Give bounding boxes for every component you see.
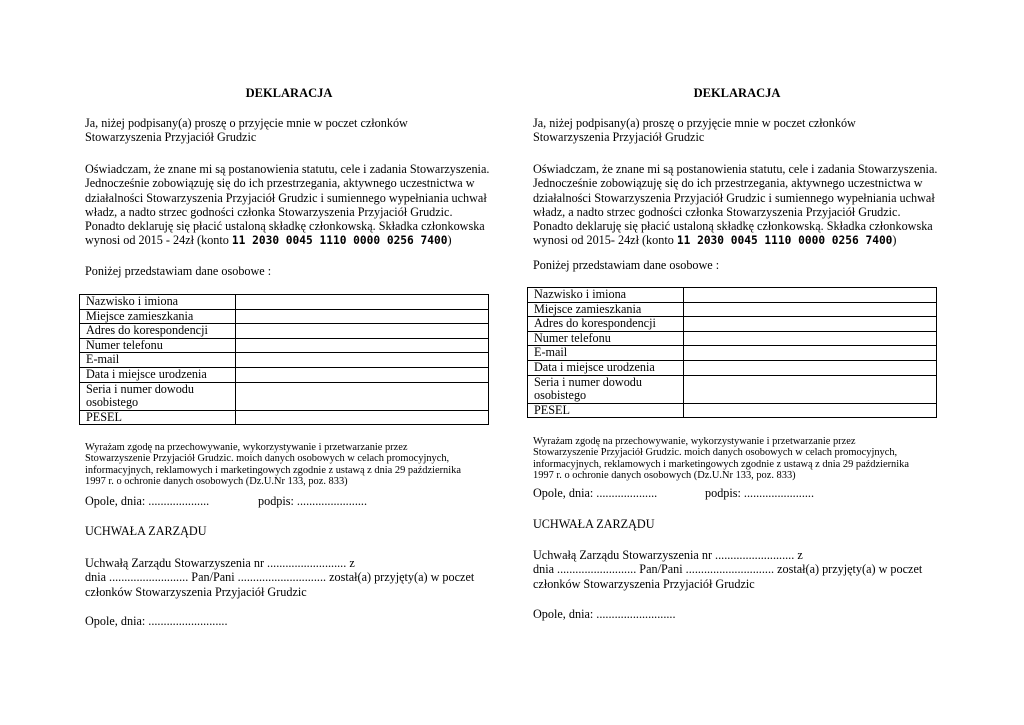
field-label: Data i miejsce urodzenia — [528, 360, 684, 375]
field-label: Numer telefonu — [528, 331, 684, 346]
page-title: DEKLARACJA — [245, 86, 333, 100]
field-value-cell[interactable] — [236, 309, 489, 324]
consent-line: Stowarzyszenie Przyjaciół Grudzic. moich danych osobowych w celach promocyjnych, — [85, 453, 450, 465]
statement-line: Oświadczam, że znane mi są postanowienia statutu, cele i zadania Stowarzyszenia. — [85, 162, 490, 176]
table-row — [528, 302, 937, 317]
fee-suffix: ) — [892, 233, 897, 248]
field-value-cell[interactable] — [236, 295, 489, 310]
field-value-cell[interactable] — [684, 288, 937, 303]
field-label: Adres do korespondencji — [80, 324, 236, 339]
table-row — [80, 309, 489, 324]
field-label: PESEL — [528, 403, 684, 418]
table-row — [80, 353, 489, 368]
personal-data-table — [527, 287, 937, 418]
field-value-cell[interactable] — [684, 346, 937, 361]
field-label-line: Seria i numer dowodu — [534, 374, 642, 389]
field-label: Numer telefonu — [80, 338, 236, 353]
personal-data-intro: Poniżej przedstawiam dane osobowe : — [533, 258, 720, 272]
statement-line: Jednocześnie zobowiązuję się do ich przestrzegania, aktywnego uczestnictwa w — [85, 176, 475, 191]
field-label: Nazwisko i imiona — [80, 295, 236, 310]
consent-line: 1997 r. o ochronie danych osobowych (Dz.U.Nr 133, poz. 833) — [533, 470, 796, 482]
consent-paragraph — [85, 442, 461, 488]
resolution-line: dnia .......................... Pan/Pani ............................. został(a) przyjęty(a) w poczet — [85, 570, 475, 585]
board-resolution-title: UCHWAŁA ZARZĄDU — [533, 517, 655, 531]
statement-line: władz, a nadto strzec godności członka Stowarzyszenia Przyjaciół Grudzic. — [85, 204, 453, 219]
fee-prefix: wynosi od 2015- 24zł (konto — [533, 233, 677, 248]
final-place-date-line: Opole, dnia: .......................... — [533, 607, 676, 621]
resolution-line: członków Stowarzyszenia Przyjaciół Grudzic — [85, 584, 307, 599]
consent-line: Wyrażam zgodę na przechowywanie, wykorzystywanie i przetwarzanie przez — [85, 442, 408, 453]
field-value-cell[interactable] — [684, 375, 937, 403]
signature-line: podpis: ....................... — [705, 486, 815, 500]
place-date-line: Opole, dnia: .................... — [533, 486, 658, 500]
statement-line: Oświadczam, że znane mi są postanowienia statutu, cele i zadania Stowarzyszenia. — [533, 162, 938, 176]
intro-line: Stowarzyszenia Przyjaciół Grudzic — [85, 130, 257, 145]
table-row — [80, 367, 489, 382]
field-label-id — [528, 375, 684, 403]
consent-line: informacyjnych, reklamowych i marketingowych zgodnie z ustawą z dnia 29 października — [533, 458, 909, 470]
statement-line: władz, a nadto strzec godności członka Stowarzyszenia Przyjaciół Grudzic. — [533, 204, 901, 219]
field-value-cell[interactable] — [236, 324, 489, 339]
intro-line: Ja, niżej podpisany(a) proszę o przyjęcie mnie w poczet członków — [533, 116, 856, 130]
table-row — [80, 382, 489, 410]
intro-line: Stowarzyszenia Przyjaciół Grudzic — [533, 130, 705, 145]
field-label: E-mail — [528, 346, 684, 361]
statement-line: Ponadto deklaruję się płacić ustaloną składkę członkowską. Składka członkowska — [533, 219, 933, 234]
fee-prefix: wynosi od 2015 - 24zł (konto — [85, 233, 232, 248]
field-value-cell[interactable] — [236, 353, 489, 368]
place-date-line: Opole, dnia: .................... — [85, 494, 210, 508]
table-row — [80, 295, 489, 310]
consent-line: Wyrażam zgodę na przechowywanie, wykorzystywanie i przetwarzanie przez — [533, 436, 856, 447]
field-label-id — [80, 382, 236, 410]
consent-line: informacyjnych, reklamowych i marketingowych zgodnie z ustawą z dnia 29 października — [85, 464, 461, 476]
table-row — [528, 403, 937, 418]
statement-line: działalności Stowarzyszenia Przyjaciół Grudzic i sumiennego wypełniania uchwał — [533, 190, 935, 205]
field-value-cell[interactable] — [236, 382, 489, 410]
statement-line: działalności Stowarzyszenia Przyjaciół Grudzic i sumiennego wypełniania uchwał — [85, 190, 487, 205]
table-row — [80, 338, 489, 353]
field-value-cell[interactable] — [684, 317, 937, 332]
resolution-line: Uchwałą Zarządu Stowarzyszenia nr .......................... z — [85, 556, 355, 570]
field-label-line: Seria i numer dowodu — [86, 381, 194, 396]
table-row — [528, 375, 937, 403]
table-row — [528, 288, 937, 303]
bank-account-number: 11 2030 0045 1110 0000 0256 7400 — [231, 234, 448, 248]
statement-line: Jednocześnie zobowiązuję się do ich przestrzegania, aktywnego uczestnictwa w — [533, 176, 923, 191]
table-row — [528, 360, 937, 375]
personal-data-intro: Poniżej przedstawiam dane osobowe : — [85, 264, 272, 278]
table-row — [80, 410, 489, 425]
fee-line — [85, 233, 489, 248]
board-resolution-title: UCHWAŁA ZARZĄDU — [85, 524, 207, 538]
field-label: Miejsce zamieszkania — [528, 302, 684, 317]
table-row — [528, 317, 937, 332]
page-title: DEKLARACJA — [693, 86, 781, 100]
resolution-line: Uchwałą Zarządu Stowarzyszenia nr .......................... z — [533, 548, 803, 562]
field-label: Data i miejsce urodzenia — [80, 367, 236, 382]
field-value-cell[interactable] — [684, 331, 937, 346]
table-row — [528, 346, 937, 361]
bank-account-number: 11 2030 0045 1110 0000 0256 7400 — [676, 234, 893, 248]
consent-paragraph — [533, 436, 909, 482]
intro-line: Ja, niżej podpisany(a) proszę o przyjęcie mnie w poczet członków — [85, 116, 408, 130]
field-label-line: osobistego — [534, 388, 587, 403]
field-value-cell[interactable] — [236, 338, 489, 353]
field-label: Adres do korespondencji — [528, 317, 684, 332]
field-value-cell[interactable] — [684, 360, 937, 375]
field-value-cell[interactable] — [236, 410, 489, 425]
table-row — [80, 324, 489, 339]
consent-line: 1997 r. o ochronie danych osobowych (Dz.U.Nr 133, poz. 833) — [85, 476, 348, 488]
field-label-line: osobistego — [86, 395, 139, 410]
intro-paragraph — [533, 116, 856, 145]
table-row — [528, 331, 937, 346]
field-label: Nazwisko i imiona — [528, 288, 684, 303]
resolution-paragraph — [533, 548, 922, 591]
field-label: Miejsce zamieszkania — [80, 309, 236, 324]
consent-line: Stowarzyszenie Przyjaciół Grudzic. moich danych osobowych w celach promocyjnych, — [533, 447, 898, 459]
personal-data-table — [79, 294, 489, 425]
field-label: PESEL — [80, 410, 236, 425]
resolution-line: członków Stowarzyszenia Przyjaciół Grudzic — [533, 576, 755, 591]
statement-line: Ponadto deklaruję się płacić ustaloną składkę członkowską. Składka członkowska — [85, 219, 485, 234]
statement-paragraph — [85, 162, 489, 249]
final-place-date-line: Opole, dnia: .......................... — [85, 614, 228, 628]
signature-line: podpis: ....................... — [258, 494, 368, 508]
fee-suffix: ) — [447, 233, 452, 248]
field-label: E-mail — [80, 353, 236, 368]
field-value-cell[interactable] — [236, 367, 489, 382]
intro-paragraph — [85, 116, 408, 145]
resolution-line: dnia .......................... Pan/Pani ............................. został(a) przyjęty(a) w poczet — [533, 562, 923, 577]
field-value-cell[interactable] — [684, 403, 937, 418]
field-value-cell[interactable] — [684, 302, 937, 317]
resolution-paragraph — [85, 556, 474, 599]
fee-line — [533, 233, 937, 248]
statement-paragraph — [533, 162, 937, 249]
